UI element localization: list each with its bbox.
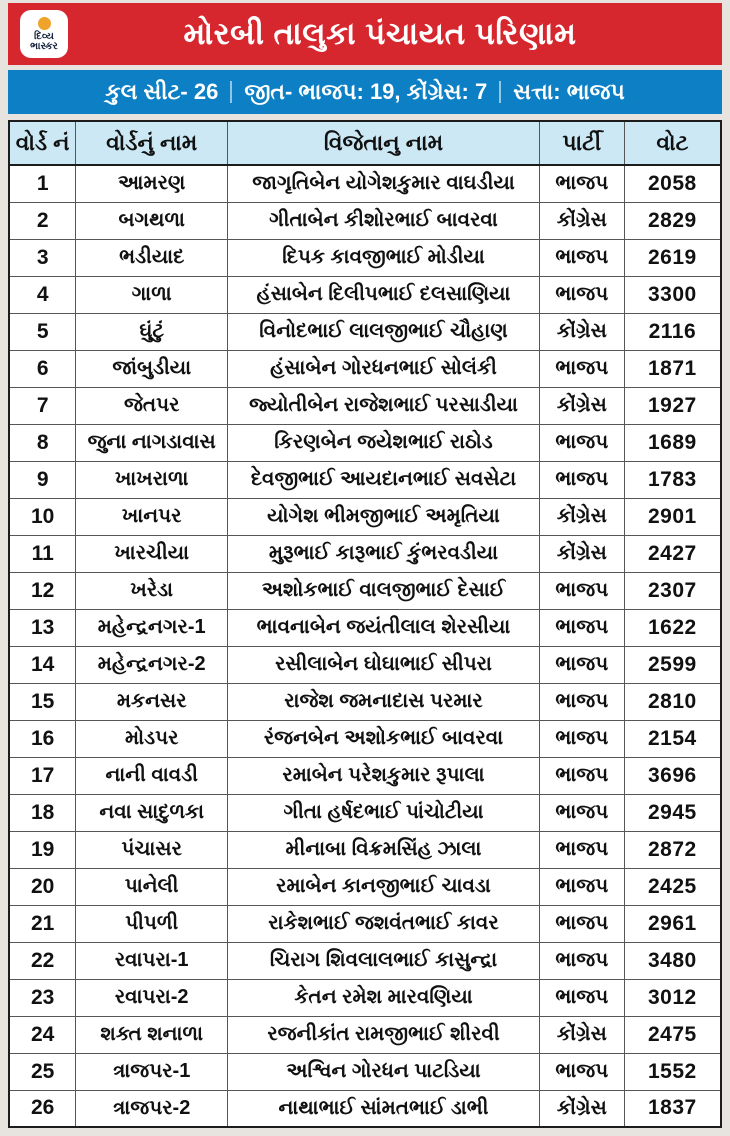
cell-ward-name: જેતપર [76,387,228,424]
cell-ward-name: ખાખરાળા [76,461,228,498]
cell-ward-no: 21 [9,905,76,942]
cell-votes: 1871 [624,350,721,387]
cell-ward-no: 23 [9,979,76,1016]
cell-winner: દેવજીભાઈ આયદાનભાઈ સવસેટા [228,461,540,498]
cell-party: કોંગ્રેસ [539,313,624,350]
cell-ward-name: આમરણ [76,165,228,202]
cell-party: કોંગ્રેસ [539,1016,624,1053]
cell-party: કોંગ્રેસ [539,1090,624,1127]
cell-winner: રમાબેન કાનજીભાઈ ચાવડા [228,868,540,905]
masthead [8,3,722,65]
cell-ward-name: મોડપર [76,720,228,757]
cell-votes: 2961 [624,905,721,942]
cell-ward-no: 17 [9,757,76,794]
cell-winner: નાથાભાઈ સાંમતભાઈ ડાભી [228,1090,540,1127]
cell-votes: 2307 [624,572,721,609]
cell-party: ભાજપ [539,609,624,646]
cell-votes: 3012 [624,979,721,1016]
cell-ward-no: 1 [9,165,76,202]
cell-party: ભાજપ [539,868,624,905]
cell-votes: 1783 [624,461,721,498]
table-row [9,387,721,424]
cell-votes: 2425 [624,868,721,905]
cell-winner: ચિરાગ શિવલાલભાઈ કાસુન્દ્રા [228,942,540,979]
table-row [9,202,721,239]
cell-ward-name: રવાપરા-2 [76,979,228,1016]
cell-party: કોંગ્રેસ [539,535,624,572]
cell-winner: ભાવનાબેન જયંતીલાલ શેરસીયા [228,609,540,646]
cell-party: ભાજપ [539,276,624,313]
cell-ward-name: ત્રાજપર-2 [76,1090,228,1127]
cell-ward-no: 5 [9,313,76,350]
logo-text-line2: ભાસ્કર [30,40,58,52]
cell-winner: રાકેશભાઈ જશવંતભાઈ કાવર [228,905,540,942]
cell-party: ભાજપ [539,165,624,202]
cell-winner: મીનાબા વિક્રમસિંહ ઝાલા [228,831,540,868]
cell-votes: 1837 [624,1090,721,1127]
cell-party: ભાજપ [539,350,624,387]
cell-votes: 2810 [624,683,721,720]
cell-votes: 2599 [624,646,721,683]
cell-winner: અશ્વિન ગોરધન પાટડિયા [228,1053,540,1090]
table-row [9,535,721,572]
cell-party: કોંગ્રેસ [539,202,624,239]
cell-ward-no: 26 [9,1090,76,1127]
cell-ward-name: મહેન્દ્રનગર-2 [76,646,228,683]
cell-ward-name: ભડીયાદ [76,239,228,276]
cell-ward-no: 11 [9,535,76,572]
page-title: મોરબી તાલુકા પંચાયત પરિણામ [183,15,577,51]
cell-votes: 2154 [624,720,721,757]
cell-ward-name: રવાપરા-1 [76,942,228,979]
cell-winner: દિપક કાવજીભાઈ મોડીયા [228,239,540,276]
summary-power: સત્તા: ભાજપ [513,79,625,104]
cell-ward-no: 20 [9,868,76,905]
cell-votes: 2829 [624,202,721,239]
cell-ward-name: બગથળા [76,202,228,239]
cell-ward-no: 9 [9,461,76,498]
cell-ward-name: ખરેડા [76,572,228,609]
cell-party: ભાજપ [539,424,624,461]
cell-votes: 2058 [624,165,721,202]
cell-winner: રમાબેન પરેશકુમાર રૂપાલા [228,757,540,794]
cell-ward-no: 6 [9,350,76,387]
cell-votes: 2427 [624,535,721,572]
table-row [9,165,721,202]
cell-ward-no: 13 [9,609,76,646]
table-row [9,1016,721,1053]
summary-wins: જીત- ભાજપ: 19, કોંગ્રેસ: 7 [244,79,488,104]
cell-ward-no: 12 [9,572,76,609]
cell-party: ભાજપ [539,720,624,757]
cell-winner: જાગૃતિબેન યોગેશકુમાર વાઘડીયા [228,165,540,202]
cell-ward-name: ગાળા [76,276,228,313]
results-table-wrap [8,120,722,1128]
cell-ward-no: 25 [9,1053,76,1090]
cell-ward-name: નાની વાવડી [76,757,228,794]
cell-ward-no: 14 [9,646,76,683]
table-row [9,350,721,387]
cell-ward-no: 18 [9,794,76,831]
cell-ward-name: મહેન્દ્રનગર-1 [76,609,228,646]
cell-party: ભાજપ [539,831,624,868]
cell-votes: 2872 [624,831,721,868]
column-header-party: પાર્ટી [539,121,624,165]
table-row [9,498,721,535]
cell-winner: હંસાબેન ગોરધનભાઈ સોલંકી [228,350,540,387]
table-row [9,646,721,683]
cell-winner: યોગેશ ભીમજીભાઈ અમૃતિયા [228,498,540,535]
cell-winner: રાજેશ જમનાદાસ પરમાર [228,683,540,720]
cell-ward-name: ઘુંટું [76,313,228,350]
results-table-body [9,165,721,1127]
divider [230,81,232,103]
summary-total-seats: કુલ સીટ- 26 [105,79,219,104]
cell-party: ભાજપ [539,942,624,979]
logo-text-line1: દિવ્ય [34,30,54,42]
cell-party: ભાજપ [539,757,624,794]
cell-ward-name: પીપળી [76,905,228,942]
cell-ward-name: નવા સાદુળકા [76,794,228,831]
table-row [9,868,721,905]
table-row [9,1053,721,1090]
cell-votes: 3480 [624,942,721,979]
cell-ward-name: જાંબુડીયા [76,350,228,387]
cell-votes: 2475 [624,1016,721,1053]
cell-votes: 2901 [624,498,721,535]
summary-bar [8,70,722,114]
cell-party: ભાજપ [539,979,624,1016]
cell-party: ભાજપ [539,1053,624,1090]
table-row [9,276,721,313]
divider [499,81,501,103]
cell-ward-name: જુના નાગડાવાસ [76,424,228,461]
table-row [9,905,721,942]
table-row [9,572,721,609]
cell-votes: 2945 [624,794,721,831]
table-row [9,683,721,720]
cell-ward-name: ત્રાજપર-1 [76,1053,228,1090]
cell-ward-no: 15 [9,683,76,720]
cell-party: ભાજપ [539,683,624,720]
table-row [9,720,721,757]
cell-winner: જ્યોતીબેન રાજેશભાઈ પરસાડીયા [228,387,540,424]
cell-ward-no: 2 [9,202,76,239]
cell-votes: 1689 [624,424,721,461]
table-row [9,1090,721,1127]
table-row [9,757,721,794]
cell-ward-no: 10 [9,498,76,535]
cell-winner: રજનીકાંત રામજીભાઈ શીરવી [228,1016,540,1053]
cell-votes: 3696 [624,757,721,794]
cell-ward-name: ખાનપર [76,498,228,535]
cell-party: ભાજપ [539,794,624,831]
cell-votes: 1927 [624,387,721,424]
cell-winner: મુરૂભાઈ કારૂભાઈ કુંભરવડીયા [228,535,540,572]
table-row [9,609,721,646]
cell-winner: કિરણબેન જયેશભાઈ રાઠોડ [228,424,540,461]
cell-winner: અશોકભાઈ વાલજીભાઈ દેસાઈ [228,572,540,609]
cell-winner: રંજનબેન અશોકભાઈ બાવરવા [228,720,540,757]
cell-ward-no: 19 [9,831,76,868]
cell-ward-name: પંચાસર [76,831,228,868]
cell-winner: ગીતાબેન કીશોરભાઈ બાવરવા [228,202,540,239]
cell-votes: 1552 [624,1053,721,1090]
cell-votes: 1622 [624,609,721,646]
table-row [9,831,721,868]
table-header-row [9,121,721,165]
cell-ward-name: શક્ત શનાળા [76,1016,228,1053]
cell-ward-no: 22 [9,942,76,979]
column-header-votes: વોટ [624,121,721,165]
cell-votes: 2619 [624,239,721,276]
table-row [9,313,721,350]
table-row [9,461,721,498]
cell-party: ભાજપ [539,239,624,276]
column-header-winner: વિજેતાનુ નામ [228,121,540,165]
cell-votes: 2116 [624,313,721,350]
divya-bhaskar-logo [20,10,68,58]
cell-winner: હંસાબેન દિલીપભાઈ દલસાણિયા [228,276,540,313]
table-row [9,239,721,276]
cell-party: કોંગ્રેસ [539,387,624,424]
cell-party: ભાજપ [539,572,624,609]
cell-votes: 3300 [624,276,721,313]
cell-ward-no: 3 [9,239,76,276]
sun-icon [38,17,51,30]
cell-winner: વિનોદભાઈ લાલજીભાઈ ચૌહાણ [228,313,540,350]
cell-ward-name: પાનેલી [76,868,228,905]
cell-ward-name: મકનસર [76,683,228,720]
cell-ward-no: 24 [9,1016,76,1053]
cell-ward-no: 7 [9,387,76,424]
cell-party: કોંગ્રેસ [539,498,624,535]
table-row [9,942,721,979]
column-header-ward-name: વોર્ડનું નામ [76,121,228,165]
table-row [9,794,721,831]
cell-party: ભાજપ [539,646,624,683]
cell-winner: કેતન રમેશ મારવણિયા [228,979,540,1016]
cell-winner: રસીલાબેન ઘોઘાભાઈ સીપરા [228,646,540,683]
cell-ward-no: 4 [9,276,76,313]
cell-ward-no: 16 [9,720,76,757]
cell-party: ભાજપ [539,461,624,498]
table-row [9,424,721,461]
cell-ward-no: 8 [9,424,76,461]
column-header-ward-no: વોર્ડ નં [9,121,76,165]
cell-ward-name: ખારચીયા [76,535,228,572]
cell-winner: ગીતા હર્ષદભાઈ પાંચોટીયા [228,794,540,831]
results-table [8,120,722,1128]
cell-party: ભાજપ [539,905,624,942]
table-row [9,979,721,1016]
